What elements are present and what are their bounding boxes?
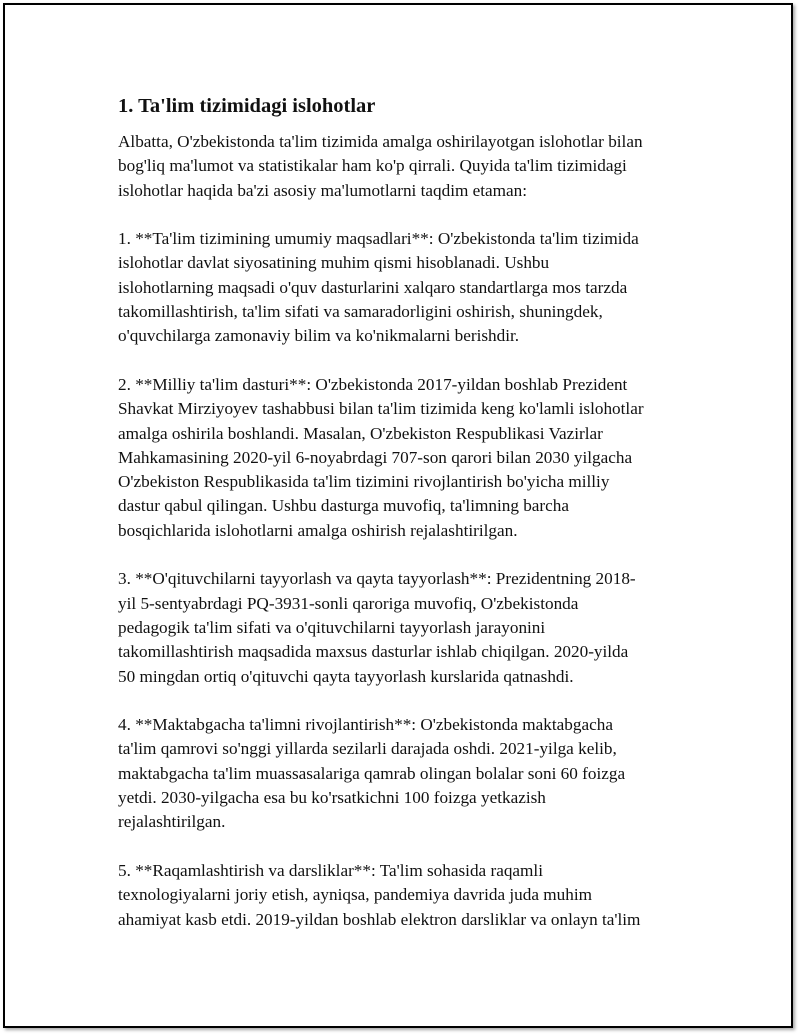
section-heading: 1. Ta'lim tizimidagi islohotlar [118, 95, 376, 117]
paragraph-general-goals: 1. **Ta'lim tizimining umumiy maqsadlari**: O'zbekistonda ta'lim tizimida islohotlar davlat siyosatining muhim qismi hisoblanadi. Ushbu islohotlarning maqsadi o'quv dasturlarini xalqaro standartlarga mos tarzda takomillashtirish, ta'lim sifati va samaradorligini oshirish, shuningdek, o'quvchilarga zamonaviy bilim va ko'nikmalarni berishdir. [118, 229, 639, 346]
paragraph-teacher-training: 3. **O'qituvchilarni tayyorlash va qayta tayyorlash**: Prezidentning 2018- yil 5-sentyabrdagi PQ-3931-sonli qaroriga muvofiq, O'zbekistonda pedagogik ta'lim sifati va o'qituvchilarni tayyorlash jarayonini takomillashtirish maqsadida maxsus dasturlar ishlab chiqilgan. 2020-yilda 50 mingdan ortiq o'qituvchi qayta tayyorlash kurslarida qatnashdi. [118, 569, 636, 686]
document-body [118, 92, 684, 956]
paragraph-national-program: 2. **Milliy ta'lim dasturi**: O'zbekistonda 2017-yildan boshlab Prezident Shavkat Mirziyoyev tashabbusi bilan ta'lim tizimida keng ko'lamli islohotlar amalga oshirila boshlandi. Masalan, O'zbekiston Respublikasi Vazirlar Mahkamasining 2020-yil 6-noyabrdagi 707-son qarori bilan 2030 yilgacha O'zbekiston Respublikasida ta'lim tizimini rivojlantirish bo'yicha milliy dastur qabul qilingan. Ushbu dasturga muvofiq, ta'limning barcha bosqichlarida islohotlarni amalga oshirish rejalashtirilgan. [118, 374, 644, 540]
paragraph-digitalization: 5. **Raqamlashtirish va darsliklar**: Ta'lim sohasida raqamli texnologiyalarni joriy etish, ayniqsa, pandemiya davrida juda muhim ahamiyat kasb etdi. 2019-yildan boshlab elektron darsliklar va onlayn ta'lim [118, 860, 641, 929]
intro-paragraph: Albatta, O'zbekistonda ta'lim tizimida amalga oshirilayotgan islohotlar bilan bog'liq ma'lumot va statistikalar ham ko'p qirrali. Quyida ta'lim tizimidagi islohotlar haqida ba'zi asosiy ma'lumotlarni taqdim etaman: [118, 132, 643, 200]
paragraph-preschool-education: 4. **Maktabgacha ta'limni rivojlantirish**: O'zbekistonda maktabgacha ta'lim qamrovi so'nggi yillarda sezilarli darajada oshdi. 2021-yilga kelib, maktabgacha ta'lim muassasalariga qamrab olingan bolalar soni 60 foizga yetdi. 2030-yilgacha esa bu ko'rsatkichni 100 foizga yetkazish rejalashtirilgan. [118, 715, 626, 832]
